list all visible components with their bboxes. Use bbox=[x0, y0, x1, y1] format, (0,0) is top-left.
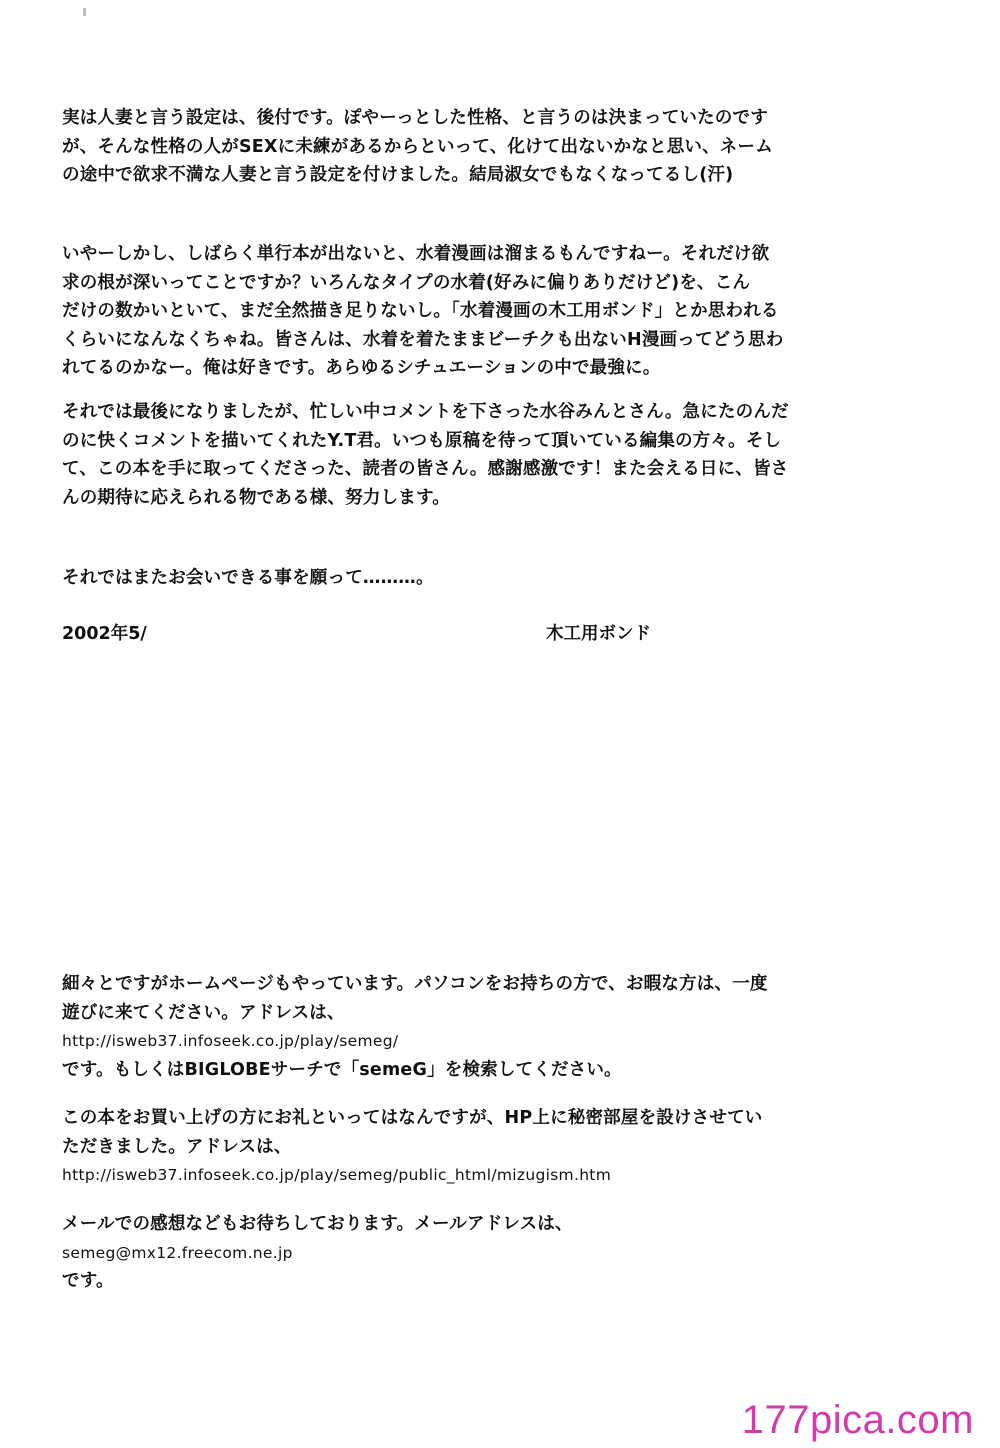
paragraph-setting-note bbox=[62, 104, 862, 190]
mail-address: semeg@mx12.freecom.ne.jp bbox=[62, 1243, 293, 1262]
text-line: メールでの感想などもお待ちしております。メールアドレスは、 bbox=[62, 1214, 573, 1234]
text-line: 求の根が深いってことですか？いろんなタイプの水着(好みに偏りありだけど)を、こん bbox=[62, 272, 751, 293]
homepage-url: http://isweb37.infoseek.co.jp/play/semeg/ bbox=[62, 1032, 399, 1050]
text-line: れてるのかなー。俺は好きです。あらゆるシチュエーションの中で最強に。 bbox=[62, 358, 661, 378]
signature-author: 木工用ボンド bbox=[546, 624, 651, 644]
signature-date: 2002年5/ bbox=[62, 624, 147, 644]
text-line: それでは最後になりましたが、忙しい中コメントを下さった水谷みんとさん。急にたのんだ bbox=[62, 402, 789, 422]
text-line: 実は人妻と言う設定は、後付です。ぽやーっとした性格、と言うのは決まっていたのです bbox=[62, 108, 768, 128]
text-line: この本をお買い上げの方にお礼といってはなんですが、HP上に秘密部屋を設けさせてい bbox=[62, 1108, 763, 1128]
site-watermark: 177pica.com bbox=[741, 1398, 974, 1442]
paragraph-secret-room bbox=[62, 1104, 862, 1190]
paragraph-mail bbox=[62, 1210, 862, 1296]
secret-room-url: http://isweb37.infoseek.co.jp/play/semeg/public_html/mizugism.htm bbox=[62, 1166, 612, 1184]
text-line: くらいになんなくちゃね。皆さんは、水着を着たままビーチクも出ないH漫画ってどう思わ bbox=[62, 329, 784, 350]
paragraph-closing bbox=[62, 564, 862, 593]
text-line: が、そんな性格の人がSEXに未練があるからといって、化けて出ないかなと思い、ネーム bbox=[62, 136, 773, 157]
text-line: 遊びに来てください。アドレスは、 bbox=[62, 1002, 345, 1023]
text-line: です。 bbox=[62, 1271, 114, 1291]
text-line: んの期待に応えられる物である様、努力します。 bbox=[62, 487, 450, 508]
text-line: のに快くコメントを描いてくれたY.T君。いつも原稿を待って頂いている編集の方々。そし bbox=[62, 430, 782, 451]
paragraph-homepage bbox=[62, 970, 862, 1084]
paragraph-swimsuit-manga bbox=[62, 240, 862, 383]
paragraph-thanks bbox=[62, 398, 862, 512]
text-line: だけの数かいといて、まだ全然描き足りないし。「水着漫画の木工用ボンド」とか思われる bbox=[62, 301, 779, 321]
text-line: て、この本を手に取ってくださった、読者の皆さん。感謝感激です！また会える日に、皆さ bbox=[62, 459, 789, 479]
text-line: それではまたお会いできる事を願って………。 bbox=[62, 568, 434, 588]
text-line: いやーしかし、しばらく単行本が出ないと、水着漫画は溜まるもんですねー。それだけ欲 bbox=[62, 244, 770, 264]
text-line: の途中で欲求不満な人妻と言う設定を付けました。結局淑女でもなくなってるし(汗) bbox=[62, 165, 734, 185]
text-line: ただきました。アドレスは、 bbox=[62, 1136, 292, 1157]
text-line: です。もしくはBIGLOBEサーチで「semeG」を検索してください。 bbox=[62, 1059, 622, 1080]
scan-mark bbox=[83, 8, 86, 16]
text-line: 細々とですがホームページもやっています。パソコンをお持ちの方で、お暇な方は、一度 bbox=[62, 974, 768, 994]
